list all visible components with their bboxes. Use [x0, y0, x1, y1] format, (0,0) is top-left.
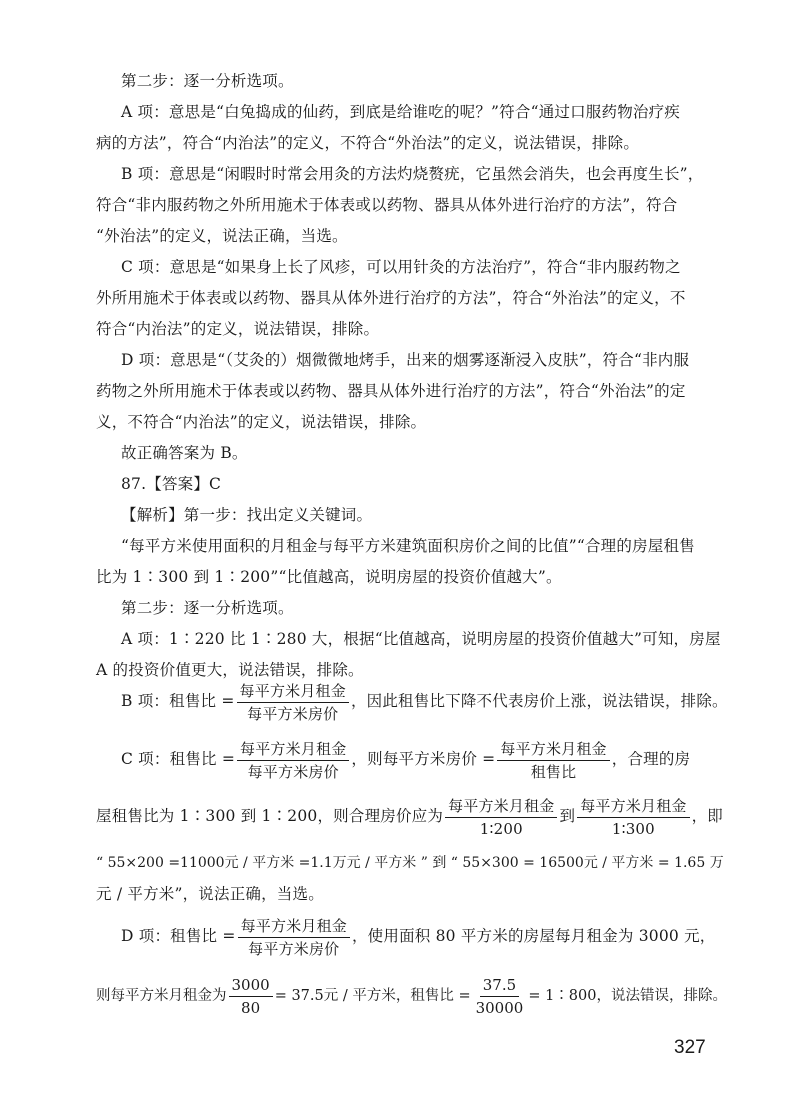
keywords-line-2: 比为 1∶300 到 1∶200”“比值越高，说明房屋的投资价值越大”。: [96, 568, 562, 586]
fraction-denominator: 每平方米房价: [247, 762, 339, 781]
option-c-87-formula-2: [96, 793, 723, 839]
fraction: [473, 975, 527, 1018]
formula-prefix: 则每平方米月租金为: [96, 988, 227, 1004]
option-c-87-calc-line: “ 55×200 =11000元 / 平方米 =1.1万元 / 平方米 ” 到 “ 55×300 = 16500元 / 平方米 = 1.65 万: [96, 855, 724, 871]
fraction: [445, 796, 557, 839]
formula-suffix: ，即: [691, 807, 723, 825]
option-c-line-2: 外所用施术于体表或以药物、器具从体外进行治疗的方法”，符合“外治法”的定义，不: [96, 289, 686, 307]
fraction-numerator: 每平方米月租金: [237, 681, 349, 703]
keywords-line-1: “每平方米使用面积的月租金与每平方米建筑面积房价之间的比值”“合理的房屋租售: [121, 537, 695, 555]
fraction-numerator: 37.5: [480, 975, 519, 997]
fraction-denominator: 30000: [475, 998, 524, 1017]
question-87-answer: 87.【答案】C: [121, 475, 222, 493]
fraction: [238, 916, 350, 959]
option-c-87-formula-1: [121, 736, 718, 782]
option-a-87-line-1: A 项：1∶220 比 1∶280 大，根据“比值越高，说明房屋的投资价值越大”可知，房屋: [121, 630, 721, 648]
fraction: [497, 739, 609, 782]
fraction: [229, 975, 273, 1018]
option-d-87-formula-2: [96, 973, 727, 1019]
fraction-numerator: 每平方米月租金: [445, 796, 557, 818]
formula-suffix: ，合理的房: [611, 750, 691, 768]
formula-middle: = 37.5元 / 平方米，租售比 =: [274, 988, 471, 1004]
option-b-line-2: 符合“非内服药物之外所用施术于体表或以药物、器具从体外进行治疗的方法”，符合: [96, 196, 678, 214]
formula-middle: 到: [559, 807, 576, 825]
formula-prefix: 屋租售比为 1∶300 到 1∶200，则合理房价应为: [96, 807, 444, 825]
fraction: [237, 739, 349, 782]
analysis-step-one: 【解析】第一步：找出定义关键词。: [121, 506, 373, 524]
fraction-denominator: 租售比: [530, 762, 577, 781]
option-a-line-1: A 项：意思是“白兔捣成的仙药，到底是给谁吃的呢？”符合“通过口服药物治疗疾: [121, 103, 680, 121]
fraction-denominator: 每平方米房价: [248, 939, 340, 958]
fraction-numerator: 每平方米月租金: [238, 916, 350, 938]
fraction: [577, 796, 689, 839]
fraction-denominator: 80: [241, 998, 261, 1017]
option-b-line-1: B 项：意思是“闲暇时时常会用灸的方法灼烧赘疣，它虽然会消失，也会再度生长”，: [121, 165, 704, 183]
page-number: 327: [674, 1037, 706, 1058]
fraction-numerator: 每平方米月租金: [237, 739, 349, 761]
answer-conclusion: 故正确答案为 B。: [121, 444, 248, 462]
formula-prefix: C 项：租售比 =: [121, 750, 236, 768]
formula-suffix: ，因此租售比下降不代表房价上涨，说法错误，排除。: [350, 692, 728, 710]
fraction: [237, 681, 349, 724]
option-c-87-conclusion: 元 / 平方米”，说法正确，当选。: [96, 885, 324, 903]
option-d-87-formula-1: [121, 913, 718, 959]
step-two-heading-2: 第二步：逐一分析选项。: [121, 599, 294, 617]
fraction-denominator: 每平方米房价: [247, 704, 339, 723]
option-a-87-line-2: A 的投资价值更大，说法错误，排除。: [96, 661, 364, 679]
option-d-line-3: 义，不符合“内治法”的定义，说法错误，排除。: [96, 413, 427, 431]
option-b-87-formula: [121, 678, 728, 724]
option-a-line-2: 病的方法”，符合“内治法”的定义，不符合“外治法”的定义，说法错误，排除。: [96, 134, 640, 152]
formula-prefix: D 项：租售比 =: [121, 927, 236, 945]
fraction-denominator: 1∶300: [611, 819, 655, 838]
option-d-line-2: 药物之外所用施术于体表或以药物、器具从体外进行治疗的方法”，符合“外治法”的定: [96, 382, 686, 400]
formula-prefix: B 项：租售比 =: [121, 692, 235, 710]
option-d-line-1: D 项：意思是“（艾灸的）烟微微地烤手，出来的烟雾逐渐浸入皮肤”，符合“非内服: [121, 351, 690, 369]
fraction-numerator: 每平方米月租金: [497, 739, 609, 761]
fraction-denominator: 1∶200: [479, 819, 523, 838]
option-c-line-3: 符合“内治法”的定义，说法错误，排除。: [96, 320, 380, 338]
formula-suffix: ，使用面积 80 平方米的房屋每月租金为 3000 元，: [351, 927, 716, 945]
formula-middle: ，则每平方米房价 =: [351, 750, 496, 768]
fraction-numerator: 3000: [229, 975, 273, 997]
option-c-line-1: C 项：意思是“如果身上长了风疹，可以用针灸的方法治疗”，符合“非内服药物之: [121, 258, 681, 276]
step-two-heading: 第二步：逐一分析选项。: [121, 72, 294, 90]
fraction-numerator: 每平方米月租金: [577, 796, 689, 818]
option-b-line-3: “外治法”的定义，说法正确，当选。: [96, 227, 348, 245]
formula-suffix: = 1∶800，说法错误，排除。: [528, 988, 727, 1004]
